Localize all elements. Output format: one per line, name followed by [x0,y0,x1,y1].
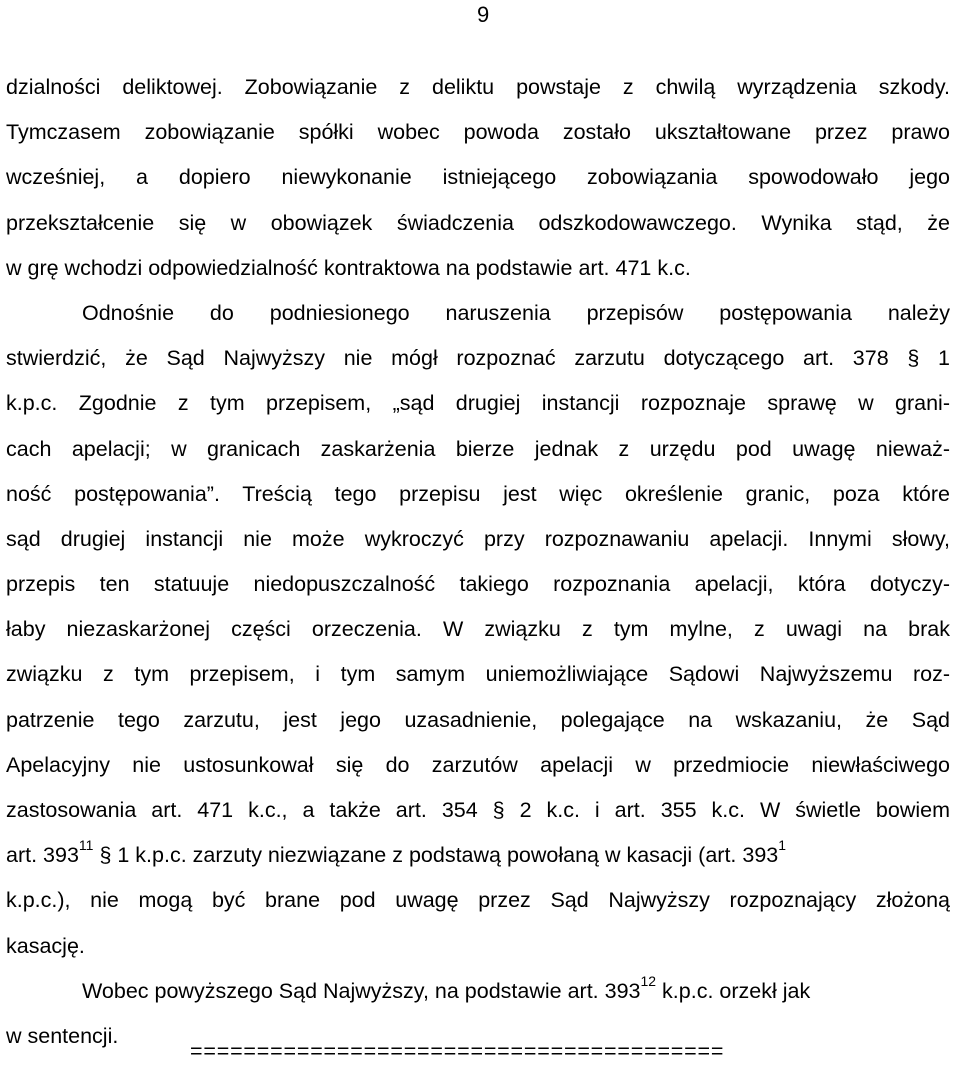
text-line: ność postępowania”. Treścią tego przepisu jest więc określenie granic, poza które [6,481,950,506]
superscript: 11 [78,837,94,854]
text-fragment: Wobec powyższego Sąd Najwyższy, na podstawie art. 393 [82,978,641,1003]
text-line: dzialności deliktowej. Zobowiązanie z deliktu powstaje z chwilą wyrządzenia szkody. [6,75,950,99]
text-line: Apelacyjny nie ustosunkował się do zarzutów apelacji w przedmiocie niewłaściwego [6,752,950,777]
text-line: cach apelacji; w granicach zaskarżenia bierze jednak z urzędu pod uwagę nieważ- [6,436,950,461]
text-line: przepis ten statuuje niedopuszczalność takiego rozpoznania apelacji, która dotyczy- [6,572,950,597]
text-line: Odnośnie do podniesionego naruszenia przepisów postępowania należy [82,300,950,325]
text-line: sąd drugiej instancji nie może wykroczyć przy rozpoznawaniu apelacji. Innymi słowy, [6,526,950,551]
text-line: kasację. [6,933,85,958]
text-line: Tymczasem zobowiązanie spółki wobec powoda zostało ukształtowane przez prawo [6,120,950,145]
text-line: łaby niezaskarżonej części orzeczenia. W związku z tym mylne, z uwagi na brak [6,617,950,642]
text-line-with-superscripts [6,833,950,878]
text-line: w grę wchodzi odpowiedzialność kontraktowa na podstawie art. 471 k.c. [6,255,691,280]
text-line: stwierdzić, że Sąd Najwyższy nie mógł rozpoznać zarzutu dotyczącego art. 378 § 1 [6,346,950,371]
superscript: 12 [640,972,657,989]
text-line: związku z tym przepisem, i tym samym uniemożliwiające Sądowi Najwyższemu roz- [6,662,950,687]
text-line: patrzenie tego zarzutu, jest jego uzasadnienie, polegające na wskazaniu, że Sąd [6,707,950,732]
text-line: zastosowania art. 471 k.c., a także art. 354 § 2 k.c. i art. 355 k.c. W świetle bowiem [6,798,950,822]
separator-line: ======================================== [190,1039,725,1063]
text-line: w sentencji. [6,1023,119,1048]
text-line-with-superscript [6,969,950,1014]
text-line: k.p.c. Zgodnie z tym przepisem, „sąd drugiej instancji rozpoznaje sprawę w grani- [6,391,950,416]
text-fragment: art. 393 [6,843,79,868]
page-number: 9 [477,2,490,27]
text-line: przekształcenie się w obowiązek świadczenia odszkodowawczego. Wynika stąd, że [6,210,950,235]
document-body [6,65,950,1059]
text-line: k.p.c.), nie mogą być brane pod uwagę przez Sąd Najwyższy rozpoznający złożoną [6,888,950,913]
text-fragment: § 1 k.p.c. zarzuty niezwiązane z podstawą powołaną w kasacji (art. 393 [93,843,779,868]
text-line: wcześniej, a dopiero niewykonanie istniejącego zobowiązania spowodowało jego [6,165,950,190]
superscript: 1 [778,837,787,854]
text-fragment: k.p.c. orzekł jak [656,978,811,1003]
